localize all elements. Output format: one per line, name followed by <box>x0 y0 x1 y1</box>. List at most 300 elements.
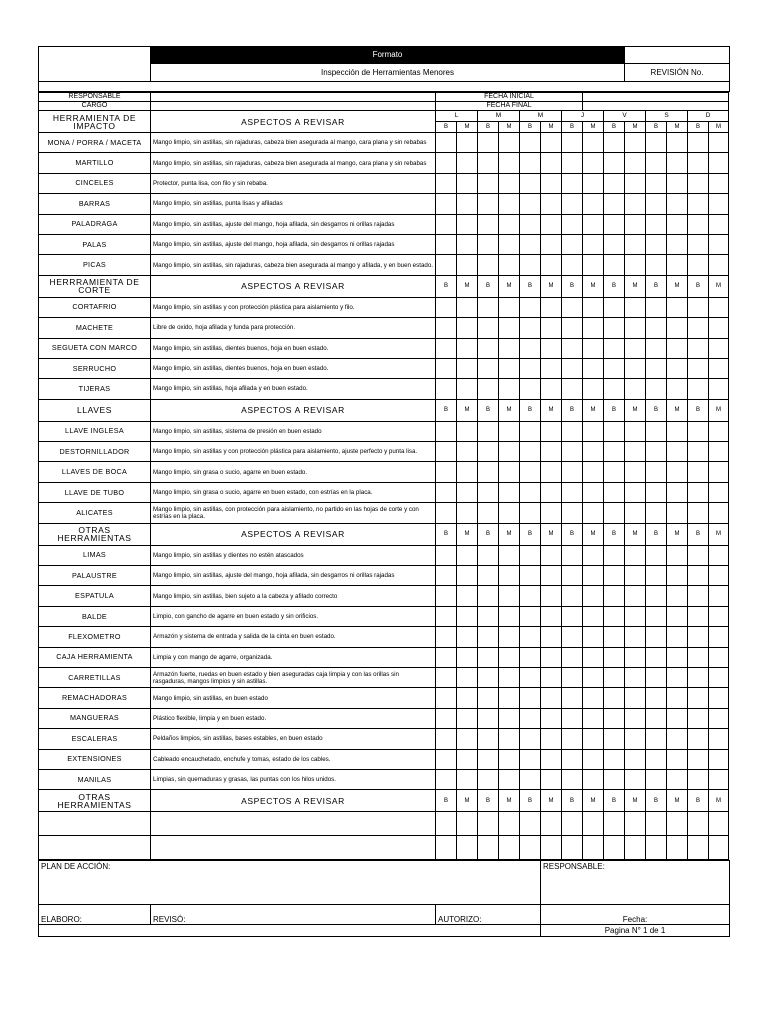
check-cell[interactable] <box>646 318 667 338</box>
check-cell[interactable] <box>457 318 478 338</box>
check-cell[interactable] <box>457 647 478 667</box>
check-cell[interactable] <box>499 749 520 769</box>
check-cell[interactable] <box>478 214 499 234</box>
check-cell[interactable] <box>709 545 729 565</box>
check-cell[interactable] <box>625 586 646 606</box>
check-cell[interactable] <box>478 836 499 860</box>
check-cell[interactable] <box>499 297 520 317</box>
check-cell[interactable] <box>541 234 562 254</box>
check-cell[interactable] <box>688 586 709 606</box>
check-cell[interactable] <box>457 545 478 565</box>
check-cell[interactable] <box>604 647 625 667</box>
cargo-field[interactable] <box>151 102 436 111</box>
check-cell[interactable] <box>562 708 583 728</box>
check-cell[interactable] <box>520 812 541 836</box>
check-cell[interactable] <box>667 836 688 860</box>
check-cell[interactable] <box>457 214 478 234</box>
check-cell[interactable] <box>499 812 520 836</box>
check-cell[interactable] <box>562 769 583 789</box>
check-cell[interactable] <box>646 769 667 789</box>
check-cell[interactable] <box>583 482 604 502</box>
check-cell[interactable] <box>478 586 499 606</box>
check-cell[interactable] <box>457 688 478 708</box>
check-cell[interactable] <box>436 836 457 860</box>
check-cell[interactable] <box>709 234 729 254</box>
check-cell[interactable] <box>436 318 457 338</box>
check-cell[interactable] <box>457 749 478 769</box>
check-cell[interactable] <box>688 462 709 482</box>
check-cell[interactable] <box>604 318 625 338</box>
check-cell[interactable] <box>499 586 520 606</box>
check-cell[interactable] <box>520 627 541 647</box>
check-cell[interactable] <box>688 442 709 462</box>
check-cell[interactable] <box>541 379 562 399</box>
check-cell[interactable] <box>709 338 729 358</box>
check-cell[interactable] <box>436 194 457 214</box>
check-cell[interactable] <box>667 421 688 441</box>
check-cell[interactable] <box>667 173 688 193</box>
check-cell[interactable] <box>562 606 583 626</box>
check-cell[interactable] <box>709 647 729 667</box>
check-cell[interactable] <box>478 133 499 153</box>
check-cell[interactable] <box>667 318 688 338</box>
check-cell[interactable] <box>604 297 625 317</box>
check-cell[interactable] <box>709 729 729 749</box>
check-cell[interactable] <box>541 358 562 378</box>
check-cell[interactable] <box>562 442 583 462</box>
check-cell[interactable] <box>625 234 646 254</box>
check-cell[interactable] <box>478 153 499 173</box>
check-cell[interactable] <box>436 482 457 502</box>
check-cell[interactable] <box>541 421 562 441</box>
check-cell[interactable] <box>541 214 562 234</box>
check-cell[interactable] <box>520 214 541 234</box>
check-cell[interactable] <box>520 566 541 586</box>
check-cell[interactable] <box>499 503 520 523</box>
check-cell[interactable] <box>667 234 688 254</box>
check-cell[interactable] <box>667 708 688 728</box>
check-cell[interactable] <box>667 358 688 378</box>
check-cell[interactable] <box>604 358 625 378</box>
check-cell[interactable] <box>436 647 457 667</box>
check-cell[interactable] <box>436 442 457 462</box>
check-cell[interactable] <box>667 133 688 153</box>
check-cell[interactable] <box>583 133 604 153</box>
check-cell[interactable] <box>604 749 625 769</box>
check-cell[interactable] <box>625 482 646 502</box>
check-cell[interactable] <box>688 708 709 728</box>
check-cell[interactable] <box>667 482 688 502</box>
check-cell[interactable] <box>520 338 541 358</box>
check-cell[interactable] <box>499 338 520 358</box>
check-cell[interactable] <box>457 442 478 462</box>
check-cell[interactable] <box>688 812 709 836</box>
check-cell[interactable] <box>541 503 562 523</box>
check-cell[interactable] <box>436 462 457 482</box>
check-cell[interactable] <box>625 769 646 789</box>
check-cell[interactable] <box>667 545 688 565</box>
check-cell[interactable] <box>709 194 729 214</box>
check-cell[interactable] <box>604 836 625 860</box>
check-cell[interactable] <box>457 627 478 647</box>
check-cell[interactable] <box>478 667 499 687</box>
check-cell[interactable] <box>499 194 520 214</box>
check-cell[interactable] <box>520 194 541 214</box>
check-cell[interactable] <box>667 442 688 462</box>
check-cell[interactable] <box>709 358 729 378</box>
check-cell[interactable] <box>709 153 729 173</box>
check-cell[interactable] <box>709 708 729 728</box>
check-cell[interactable] <box>541 338 562 358</box>
check-cell[interactable] <box>562 462 583 482</box>
check-cell[interactable] <box>499 442 520 462</box>
check-cell[interactable] <box>604 729 625 749</box>
check-cell[interactable] <box>709 214 729 234</box>
check-cell[interactable] <box>499 482 520 502</box>
check-cell[interactable] <box>541 173 562 193</box>
check-cell[interactable] <box>604 769 625 789</box>
check-cell[interactable] <box>709 297 729 317</box>
check-cell[interactable] <box>604 606 625 626</box>
tool-aspect[interactable] <box>151 836 436 860</box>
check-cell[interactable] <box>499 627 520 647</box>
check-cell[interactable] <box>436 627 457 647</box>
check-cell[interactable] <box>541 442 562 462</box>
check-cell[interactable] <box>583 667 604 687</box>
check-cell[interactable] <box>604 812 625 836</box>
check-cell[interactable] <box>562 749 583 769</box>
check-cell[interactable] <box>688 234 709 254</box>
check-cell[interactable] <box>646 194 667 214</box>
check-cell[interactable] <box>562 688 583 708</box>
check-cell[interactable] <box>688 318 709 338</box>
check-cell[interactable] <box>499 379 520 399</box>
check-cell[interactable] <box>478 462 499 482</box>
tool-aspect[interactable] <box>151 812 436 836</box>
check-cell[interactable] <box>457 586 478 606</box>
check-cell[interactable] <box>625 338 646 358</box>
check-cell[interactable] <box>688 255 709 275</box>
check-cell[interactable] <box>499 688 520 708</box>
check-cell[interactable] <box>520 769 541 789</box>
check-cell[interactable] <box>520 133 541 153</box>
check-cell[interactable] <box>709 133 729 153</box>
check-cell[interactable] <box>499 566 520 586</box>
check-cell[interactable] <box>436 667 457 687</box>
check-cell[interactable] <box>625 255 646 275</box>
check-cell[interactable] <box>625 318 646 338</box>
check-cell[interactable] <box>688 606 709 626</box>
check-cell[interactable] <box>436 708 457 728</box>
check-cell[interactable] <box>478 318 499 338</box>
check-cell[interactable] <box>562 836 583 860</box>
check-cell[interactable] <box>583 545 604 565</box>
check-cell[interactable] <box>436 133 457 153</box>
check-cell[interactable] <box>478 606 499 626</box>
check-cell[interactable] <box>478 173 499 193</box>
check-cell[interactable] <box>709 749 729 769</box>
check-cell[interactable] <box>541 255 562 275</box>
check-cell[interactable] <box>688 545 709 565</box>
check-cell[interactable] <box>646 566 667 586</box>
check-cell[interactable] <box>646 234 667 254</box>
check-cell[interactable] <box>688 358 709 378</box>
check-cell[interactable] <box>688 503 709 523</box>
check-cell[interactable] <box>520 318 541 338</box>
check-cell[interactable] <box>541 482 562 502</box>
check-cell[interactable] <box>436 358 457 378</box>
check-cell[interactable] <box>583 153 604 173</box>
check-cell[interactable] <box>457 338 478 358</box>
check-cell[interactable] <box>436 688 457 708</box>
check-cell[interactable] <box>457 667 478 687</box>
check-cell[interactable] <box>478 769 499 789</box>
check-cell[interactable] <box>688 297 709 317</box>
check-cell[interactable] <box>541 566 562 586</box>
fecha-final-field[interactable] <box>583 102 729 111</box>
check-cell[interactable] <box>646 545 667 565</box>
check-cell[interactable] <box>646 586 667 606</box>
check-cell[interactable] <box>667 769 688 789</box>
check-cell[interactable] <box>562 586 583 606</box>
check-cell[interactable] <box>625 214 646 234</box>
check-cell[interactable] <box>562 318 583 338</box>
check-cell[interactable] <box>520 255 541 275</box>
check-cell[interactable] <box>520 234 541 254</box>
check-cell[interactable] <box>583 173 604 193</box>
check-cell[interactable] <box>604 566 625 586</box>
check-cell[interactable] <box>688 647 709 667</box>
check-cell[interactable] <box>604 234 625 254</box>
check-cell[interactable] <box>625 462 646 482</box>
check-cell[interactable] <box>709 442 729 462</box>
check-cell[interactable] <box>583 606 604 626</box>
check-cell[interactable] <box>457 173 478 193</box>
check-cell[interactable] <box>646 708 667 728</box>
check-cell[interactable] <box>520 482 541 502</box>
check-cell[interactable] <box>709 566 729 586</box>
check-cell[interactable] <box>457 421 478 441</box>
check-cell[interactable] <box>478 255 499 275</box>
check-cell[interactable] <box>436 338 457 358</box>
check-cell[interactable] <box>562 566 583 586</box>
check-cell[interactable] <box>646 173 667 193</box>
check-cell[interactable] <box>541 708 562 728</box>
check-cell[interactable] <box>604 255 625 275</box>
check-cell[interactable] <box>667 255 688 275</box>
check-cell[interactable] <box>478 749 499 769</box>
check-cell[interactable] <box>478 297 499 317</box>
check-cell[interactable] <box>499 729 520 749</box>
check-cell[interactable] <box>499 358 520 378</box>
check-cell[interactable] <box>625 729 646 749</box>
check-cell[interactable] <box>457 836 478 860</box>
check-cell[interactable] <box>520 749 541 769</box>
check-cell[interactable] <box>478 234 499 254</box>
check-cell[interactable] <box>688 214 709 234</box>
tool-name[interactable] <box>39 836 151 860</box>
check-cell[interactable] <box>541 545 562 565</box>
check-cell[interactable] <box>541 627 562 647</box>
check-cell[interactable] <box>499 769 520 789</box>
check-cell[interactable] <box>541 318 562 338</box>
check-cell[interactable] <box>562 297 583 317</box>
check-cell[interactable] <box>457 234 478 254</box>
check-cell[interactable] <box>604 708 625 728</box>
check-cell[interactable] <box>667 667 688 687</box>
check-cell[interactable] <box>625 421 646 441</box>
check-cell[interactable] <box>667 688 688 708</box>
check-cell[interactable] <box>625 566 646 586</box>
check-cell[interactable] <box>436 503 457 523</box>
check-cell[interactable] <box>541 606 562 626</box>
check-cell[interactable] <box>709 586 729 606</box>
check-cell[interactable] <box>709 255 729 275</box>
check-cell[interactable] <box>688 749 709 769</box>
check-cell[interactable] <box>625 836 646 860</box>
check-cell[interactable] <box>478 647 499 667</box>
check-cell[interactable] <box>604 627 625 647</box>
check-cell[interactable] <box>625 647 646 667</box>
check-cell[interactable] <box>520 173 541 193</box>
check-cell[interactable] <box>604 153 625 173</box>
check-cell[interactable] <box>667 749 688 769</box>
check-cell[interactable] <box>688 133 709 153</box>
check-cell[interactable] <box>583 836 604 860</box>
check-cell[interactable] <box>646 647 667 667</box>
check-cell[interactable] <box>436 173 457 193</box>
check-cell[interactable] <box>583 255 604 275</box>
check-cell[interactable] <box>562 379 583 399</box>
check-cell[interactable] <box>625 133 646 153</box>
check-cell[interactable] <box>436 545 457 565</box>
check-cell[interactable] <box>583 214 604 234</box>
check-cell[interactable] <box>499 153 520 173</box>
check-cell[interactable] <box>583 708 604 728</box>
check-cell[interactable] <box>625 379 646 399</box>
check-cell[interactable] <box>667 153 688 173</box>
check-cell[interactable] <box>688 566 709 586</box>
check-cell[interactable] <box>688 482 709 502</box>
check-cell[interactable] <box>667 627 688 647</box>
check-cell[interactable] <box>667 338 688 358</box>
check-cell[interactable] <box>583 647 604 667</box>
check-cell[interactable] <box>499 255 520 275</box>
check-cell[interactable] <box>436 421 457 441</box>
check-cell[interactable] <box>520 421 541 441</box>
check-cell[interactable] <box>688 379 709 399</box>
check-cell[interactable] <box>541 194 562 214</box>
check-cell[interactable] <box>436 586 457 606</box>
check-cell[interactable] <box>646 442 667 462</box>
check-cell[interactable] <box>520 729 541 749</box>
check-cell[interactable] <box>520 545 541 565</box>
check-cell[interactable] <box>646 462 667 482</box>
check-cell[interactable] <box>583 297 604 317</box>
check-cell[interactable] <box>625 194 646 214</box>
tool-name[interactable] <box>39 812 151 836</box>
check-cell[interactable] <box>583 318 604 338</box>
check-cell[interactable] <box>457 566 478 586</box>
check-cell[interactable] <box>541 812 562 836</box>
check-cell[interactable] <box>667 379 688 399</box>
check-cell[interactable] <box>457 812 478 836</box>
check-cell[interactable] <box>604 338 625 358</box>
check-cell[interactable] <box>436 749 457 769</box>
fecha-inicial-field[interactable] <box>583 93 729 102</box>
check-cell[interactable] <box>478 812 499 836</box>
check-cell[interactable] <box>520 688 541 708</box>
check-cell[interactable] <box>604 688 625 708</box>
check-cell[interactable] <box>457 379 478 399</box>
check-cell[interactable] <box>562 503 583 523</box>
check-cell[interactable] <box>625 153 646 173</box>
check-cell[interactable] <box>709 667 729 687</box>
check-cell[interactable] <box>562 729 583 749</box>
check-cell[interactable] <box>583 442 604 462</box>
check-cell[interactable] <box>667 503 688 523</box>
check-cell[interactable] <box>436 566 457 586</box>
check-cell[interactable] <box>709 606 729 626</box>
check-cell[interactable] <box>562 173 583 193</box>
check-cell[interactable] <box>667 647 688 667</box>
check-cell[interactable] <box>646 606 667 626</box>
check-cell[interactable] <box>646 482 667 502</box>
check-cell[interactable] <box>478 503 499 523</box>
check-cell[interactable] <box>541 688 562 708</box>
check-cell[interactable] <box>478 421 499 441</box>
check-cell[interactable] <box>583 627 604 647</box>
check-cell[interactable] <box>457 606 478 626</box>
check-cell[interactable] <box>457 297 478 317</box>
check-cell[interactable] <box>604 379 625 399</box>
check-cell[interactable] <box>709 173 729 193</box>
check-cell[interactable] <box>457 194 478 214</box>
check-cell[interactable] <box>541 769 562 789</box>
check-cell[interactable] <box>667 566 688 586</box>
check-cell[interactable] <box>457 503 478 523</box>
check-cell[interactable] <box>583 338 604 358</box>
check-cell[interactable] <box>604 133 625 153</box>
check-cell[interactable] <box>688 627 709 647</box>
check-cell[interactable] <box>625 667 646 687</box>
check-cell[interactable] <box>688 769 709 789</box>
check-cell[interactable] <box>583 503 604 523</box>
check-cell[interactable] <box>457 153 478 173</box>
check-cell[interactable] <box>688 836 709 860</box>
check-cell[interactable] <box>709 769 729 789</box>
check-cell[interactable] <box>457 255 478 275</box>
check-cell[interactable] <box>583 729 604 749</box>
check-cell[interactable] <box>625 688 646 708</box>
check-cell[interactable] <box>478 194 499 214</box>
check-cell[interactable] <box>457 462 478 482</box>
check-cell[interactable] <box>709 318 729 338</box>
check-cell[interactable] <box>667 214 688 234</box>
check-cell[interactable] <box>625 297 646 317</box>
check-cell[interactable] <box>562 133 583 153</box>
check-cell[interactable] <box>541 667 562 687</box>
check-cell[interactable] <box>583 688 604 708</box>
check-cell[interactable] <box>457 133 478 153</box>
check-cell[interactable] <box>562 667 583 687</box>
check-cell[interactable] <box>499 318 520 338</box>
check-cell[interactable] <box>625 627 646 647</box>
check-cell[interactable] <box>541 297 562 317</box>
check-cell[interactable] <box>562 545 583 565</box>
check-cell[interactable] <box>646 667 667 687</box>
check-cell[interactable] <box>688 688 709 708</box>
